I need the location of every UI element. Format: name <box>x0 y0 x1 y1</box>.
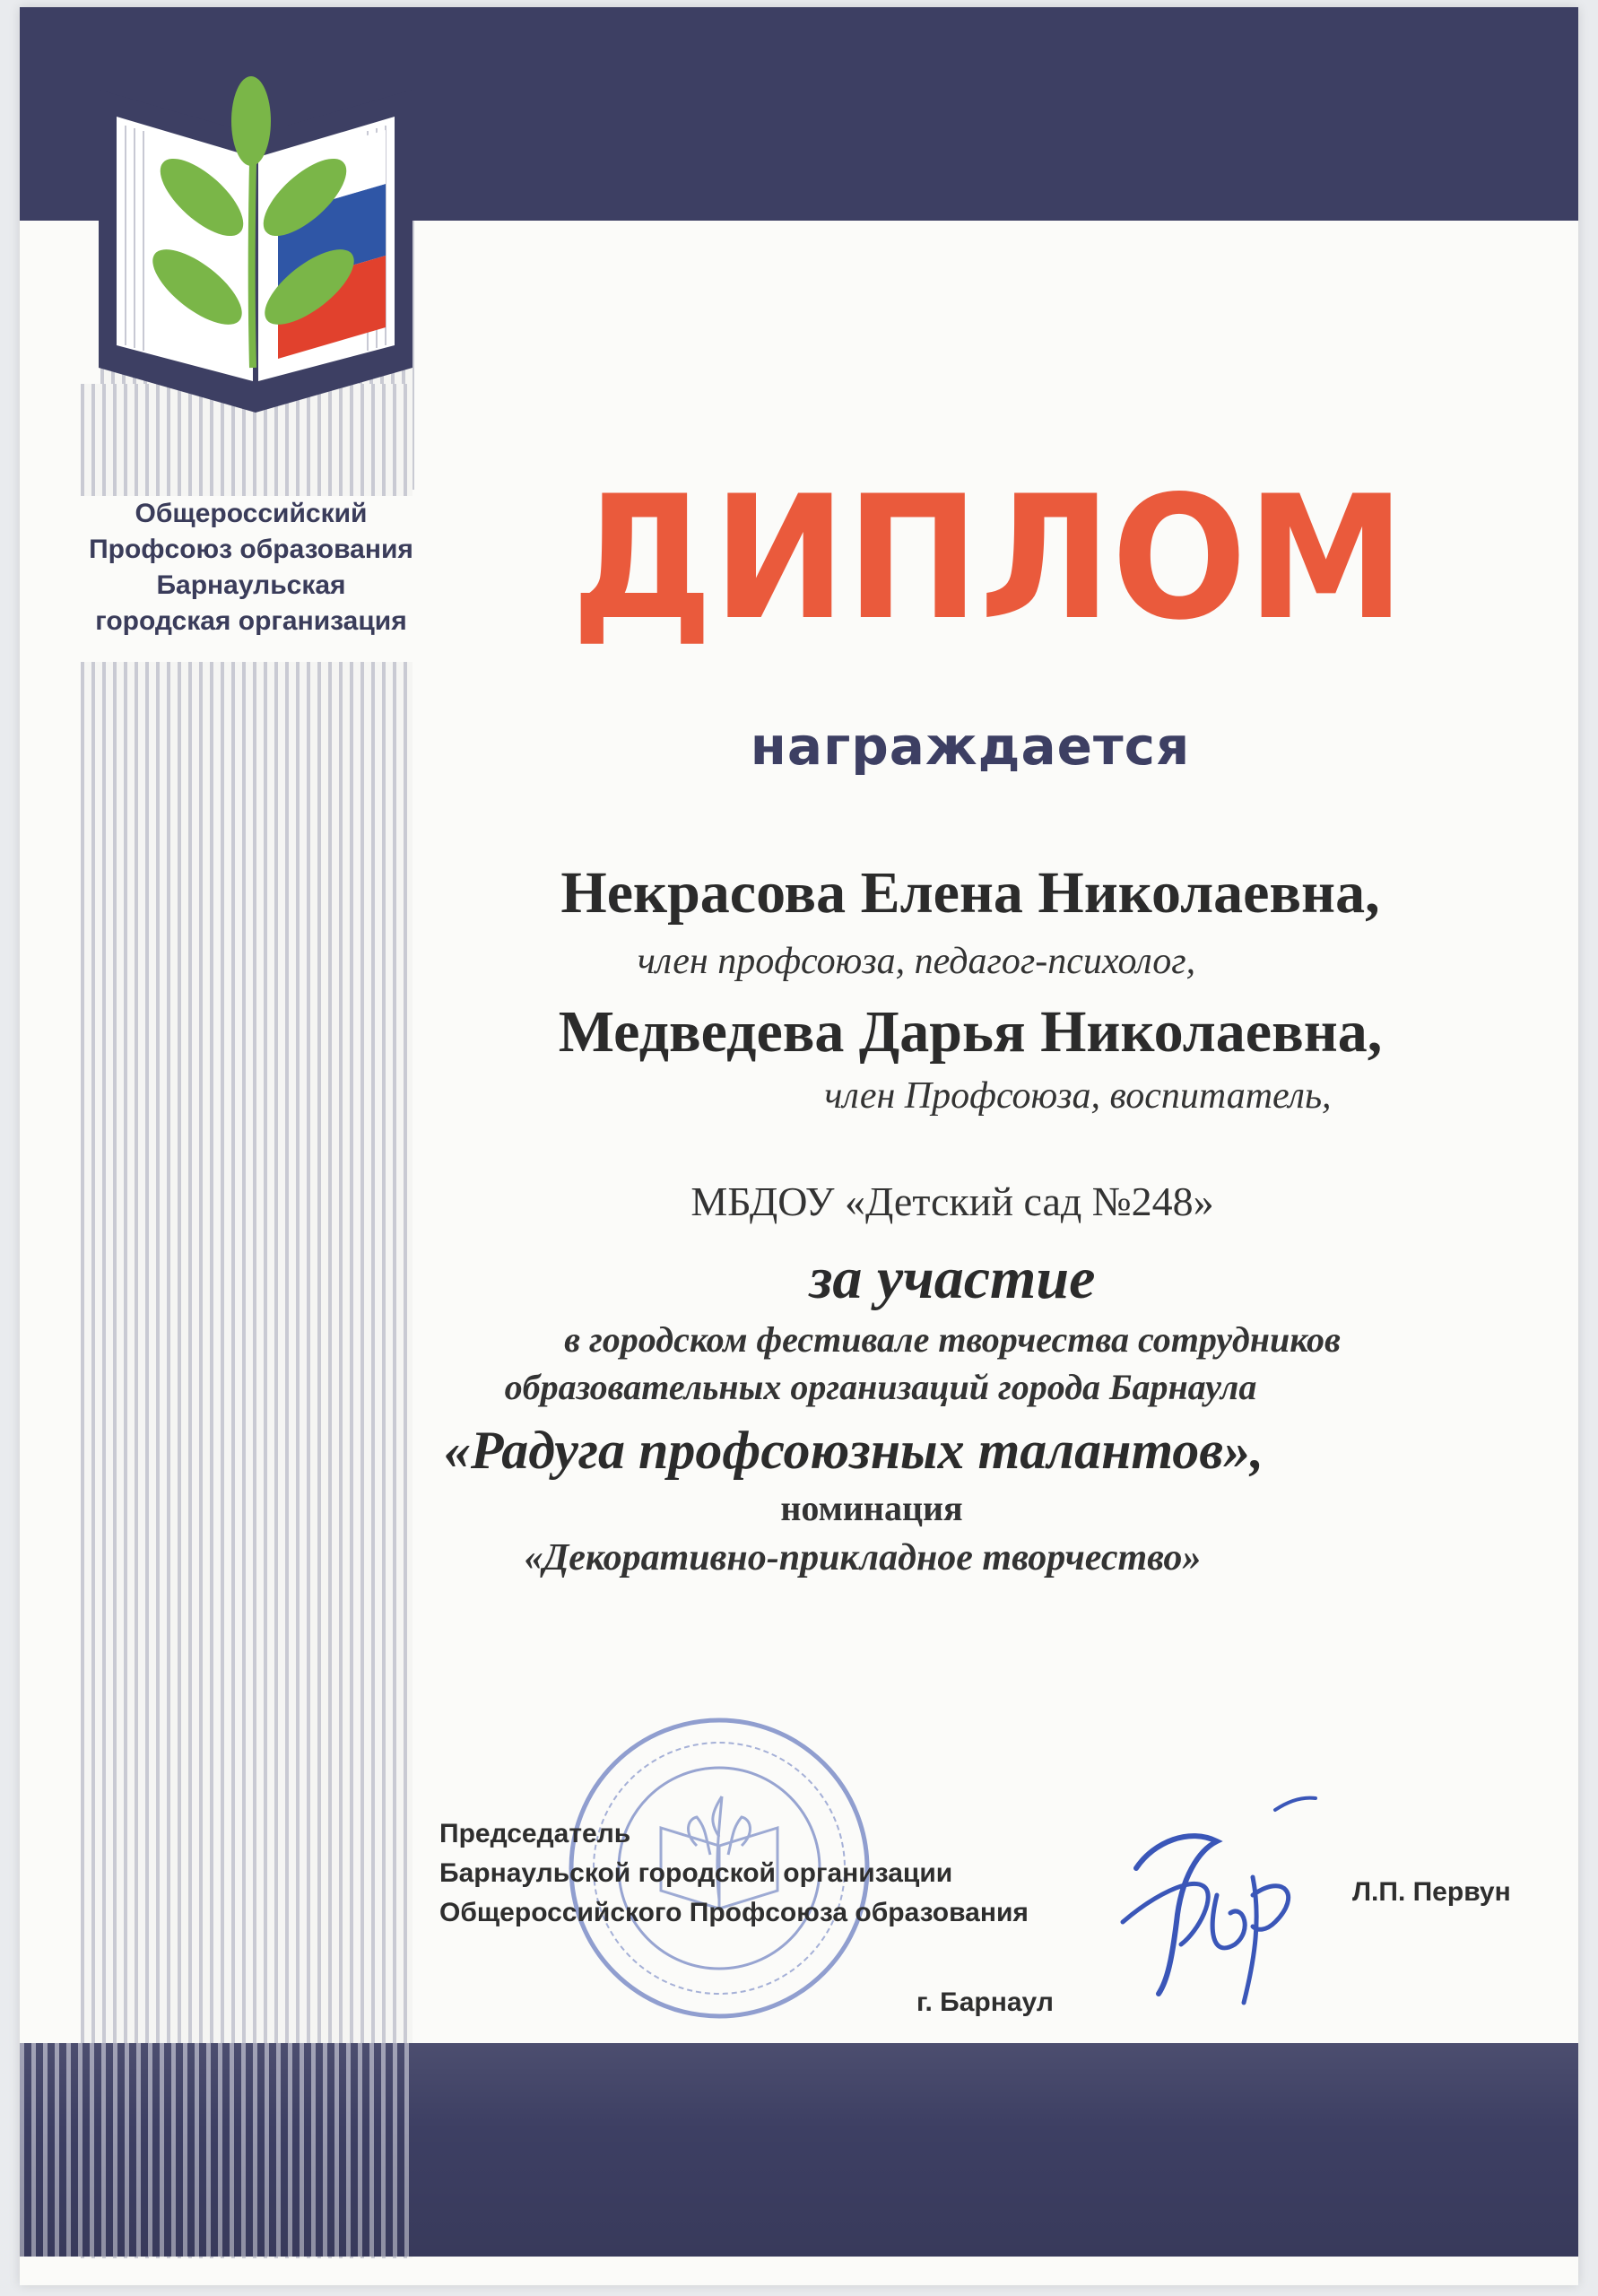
nomination-title: «Декоративно-прикладное творчество» <box>524 1537 1202 1578</box>
recipient-name: Некрасова Елена Николаевна, <box>560 860 1380 926</box>
recipient-role: член профсоюза, педагог-психолог, <box>637 941 1196 982</box>
org-line: Барнаульская <box>156 570 346 600</box>
city-label: г. Барнаул <box>916 1987 1054 2017</box>
signature-block <box>439 1814 1029 1933</box>
awarded-label: награждается <box>750 716 1191 777</box>
union-logo-icon <box>90 72 421 430</box>
diploma-title-text: ДИПЛОМ <box>571 474 1405 653</box>
festival-line: образовательных организаций города Барнаула <box>504 1367 1257 1407</box>
signature-line: Председатель <box>439 1819 631 1848</box>
recipient-role: член Профсоюза, воспитатель, <box>824 1075 1332 1117</box>
signature-line: Общероссийского Профсоюза образования <box>439 1898 1029 1927</box>
org-line: Профсоюз образования <box>89 535 413 564</box>
nomination-label: номинация <box>780 1488 963 1528</box>
festival-line: в городском фестивале творчества сотрудников <box>564 1319 1341 1360</box>
recipient-name: Медведева Дарья Николаевна, <box>558 999 1383 1065</box>
reason-label: за участие <box>809 1246 1096 1311</box>
bottom-band-shine <box>20 2043 1578 2257</box>
diploma-sheet <box>20 7 1578 2285</box>
school-name: МБДОУ «Детский сад №248» <box>690 1178 1214 1224</box>
organization-name <box>81 496 421 662</box>
handwritten-signature <box>1118 1787 1324 2007</box>
festival-title: «Радуга профсоюзных талантов», <box>443 1421 1264 1480</box>
diploma-title <box>558 474 1419 653</box>
org-line: городская организация <box>95 606 407 636</box>
org-line: Общероссийский <box>135 499 368 528</box>
signer-name: Л.П. Первун <box>1352 1877 1511 1907</box>
decor-stripes <box>81 384 413 2258</box>
signature-line: Барнаульской городской организации <box>439 1858 953 1888</box>
